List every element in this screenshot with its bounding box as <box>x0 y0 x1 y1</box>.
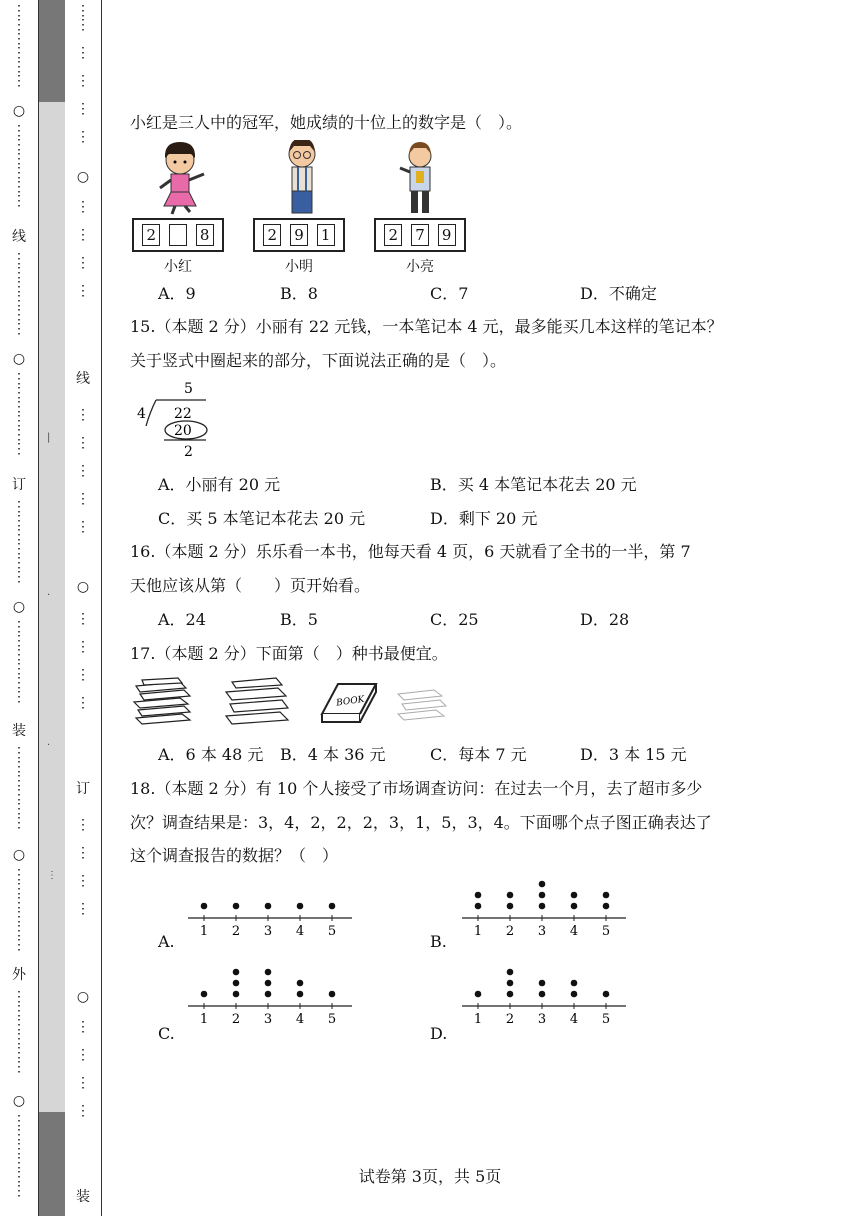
binding-margin-gray-strip <box>38 0 66 1216</box>
girl-figure <box>160 142 204 214</box>
division-quotient: 5 <box>184 381 193 397</box>
margin-circle: ○ <box>76 989 90 1005</box>
q16-option-c[interactable]: C．25 <box>430 610 479 629</box>
book-stack-b-icon <box>226 678 288 724</box>
dot-plot-dot <box>297 903 304 910</box>
dot-plot-tick-label: 5 <box>327 1012 337 1027</box>
q15-line2: 关于竖式中圈起来的部分，下面说法正确的是（ ）。 <box>130 351 507 370</box>
dot-plot-tick-label: 2 <box>231 924 241 939</box>
dot-plot-dot <box>603 892 610 899</box>
gray-strip-mark: | <box>47 432 51 443</box>
dot-plot-tick-label: 3 <box>263 1012 273 1027</box>
binding-margin-inner <box>65 0 102 1216</box>
margin-dots: ⋮ ⋮ ⋮ ⋮ ⋮ ⋮ <box>12 619 26 705</box>
q17-option-c[interactable]: C．每本 7 元 <box>430 745 527 764</box>
margin-dots: ⋮ ⋮ ⋮ ⋮ ⋮ ⋮ <box>12 3 26 89</box>
dot-plot-dot <box>571 980 578 987</box>
dot-plot-tick-label: 3 <box>263 924 273 939</box>
dot-plot-dot <box>507 969 514 976</box>
margin-dots: ⋮ ⋮ ⋮ ⋮ ⋮ ⋮ <box>12 371 26 457</box>
dot-plot-tick-label: 4 <box>295 1012 305 1027</box>
dot-plot-dot <box>571 991 578 998</box>
dot-plot-tick-label: 4 <box>569 1012 579 1027</box>
book-title: BOOK <box>335 694 366 709</box>
margin-dots: ⋮ ⋮ ⋮ ⋮ <box>76 611 90 711</box>
q18-option-c-label[interactable]: C. <box>158 1024 175 1043</box>
margin-dots: ⋮ ⋮ ⋮ ⋮ ⋮ ⋮ <box>12 499 26 585</box>
q14-kids-illustration <box>130 140 470 220</box>
book-stack-a-icon <box>134 678 190 724</box>
margin-label-ding: 订 <box>76 781 90 797</box>
dot-plot-dot <box>507 991 514 998</box>
digit-box: 9 <box>290 224 308 246</box>
dot-plot-dot <box>475 892 482 899</box>
margin-dots: ⋮ ⋮ ⋮ ⋮ <box>76 817 90 917</box>
dot-plot-dot <box>233 980 240 987</box>
dot-plot-tick-label: 2 <box>505 924 515 939</box>
dot-plot-dot <box>233 969 240 976</box>
q16-option-a[interactable]: A．24 <box>158 610 206 629</box>
q17-option-b[interactable]: B．4 本 36 元 <box>280 745 386 764</box>
dot-plot-tick-label: 5 <box>601 1012 611 1027</box>
dot-plot-tick-label: 1 <box>199 924 209 939</box>
dot-plot-c[interactable] <box>180 954 360 1034</box>
q16-option-b[interactable]: B．5 <box>280 610 318 629</box>
xiaoming-score-box <box>253 218 345 252</box>
margin-dots: ⋮ ⋮ ⋮ ⋮ <box>76 199 90 299</box>
kid-name-xiaohong: 小红 <box>164 259 192 275</box>
book-single-icon <box>322 684 376 722</box>
binding-margin-outer <box>0 0 38 1216</box>
q15-option-c[interactable]: C．买 5 本笔记本花去 20 元 <box>158 509 366 528</box>
dot-plot-dot <box>603 991 610 998</box>
q17-books-illustration <box>130 676 460 726</box>
dot-plot-dot <box>265 903 272 910</box>
q18-line2: 次？调查结果是：3，4，2，2，2，3，1，5，3，4。下面哪个点子图正确表达了 <box>130 813 712 832</box>
q15-option-b[interactable]: B．买 4 本笔记本花去 20 元 <box>430 475 637 494</box>
dot-plot-d[interactable] <box>454 954 634 1034</box>
dot-plot-dot <box>265 969 272 976</box>
digit-box: 1 <box>317 224 335 246</box>
gray-strip-mark: · <box>47 590 51 601</box>
margin-dots: ⋮ ⋮ ⋮ ⋮ ⋮ ⋮ <box>12 251 26 337</box>
book-stack-d-icon <box>398 690 446 720</box>
q15-option-d[interactable]: D．剩下 20 元 <box>430 509 538 528</box>
q16-line1: 16.（本题 2 分）乐乐看一本书，他每天看 4 页，6 天就看了全书的一半，第 7 <box>130 542 691 561</box>
dot-plot-dot <box>539 903 546 910</box>
dot-plot-dot <box>539 980 546 987</box>
boy-figure <box>289 140 315 213</box>
digit-box: 9 <box>438 224 456 246</box>
dot-plot-dot <box>507 903 514 910</box>
q14-stem: 小红是三人中的冠军，她成绩的十位上的数字是（ ）。 <box>130 113 523 132</box>
q18-line1: 18.（本题 2 分）有 10 个人接受了市场调查访问：在过去一个月，去了超市多少 <box>130 779 703 798</box>
dot-plot-tick-label: 1 <box>473 1012 483 1027</box>
dot-plot-dot <box>201 991 208 998</box>
margin-label-wai: 外 <box>12 967 26 983</box>
dot-plot-dot <box>539 991 546 998</box>
dot-plot-tick-label: 3 <box>537 924 547 939</box>
q14-option-c[interactable]: C．7 <box>430 284 469 303</box>
division-dividend: 22 <box>174 406 192 422</box>
dot-plot-b[interactable] <box>454 866 634 946</box>
margin-circle: ○ <box>12 847 26 863</box>
dot-plot-tick-label: 1 <box>199 1012 209 1027</box>
dot-plot-tick-label: 3 <box>537 1012 547 1027</box>
gray-strip-mark: · <box>47 740 51 751</box>
dot-plot-dot <box>233 903 240 910</box>
dot-plot-dot <box>507 980 514 987</box>
margin-label-xian: 线 <box>76 371 90 387</box>
dot-plot-dot <box>233 991 240 998</box>
gray-strip-mark: ⋮ <box>47 870 57 881</box>
q18-option-a-label[interactable]: A. <box>158 932 175 951</box>
margin-label-zhuang: 装 <box>76 1189 90 1205</box>
division-remainder: 2 <box>184 444 193 460</box>
boy-figure-2 <box>400 142 431 213</box>
digit-box: 2 <box>263 224 281 246</box>
margin-circle: ○ <box>12 599 26 615</box>
margin-dots: ⋮ ⋮ ⋮ ⋮ <box>76 1019 90 1119</box>
q15-line1: 15.（本题 2 分）小丽有 22 元钱，一本笔记本 4 元，最多能买几本这样的笔记本？ <box>130 317 723 336</box>
dot-plot-dot <box>265 980 272 987</box>
dot-plot-tick-label: 2 <box>505 1012 515 1027</box>
digit-box: 2 <box>384 224 402 246</box>
margin-circle: ○ <box>76 169 90 185</box>
dot-plot-dot <box>571 903 578 910</box>
dot-plot-dot <box>201 903 208 910</box>
margin-label-zhuang: 装 <box>12 723 26 739</box>
kid-name-xiaoming: 小明 <box>285 259 313 275</box>
margin-label-xian: 线 <box>12 229 26 245</box>
q15-option-a[interactable]: A．小丽有 20 元 <box>158 475 281 494</box>
xiaohong-score-box <box>132 218 224 252</box>
margin-circle: ○ <box>12 103 26 119</box>
q16-line2: 天他应该从第（ ）页开始看。 <box>130 576 371 595</box>
digit-box: 8 <box>196 224 214 246</box>
dot-plot-tick-label: 1 <box>473 924 483 939</box>
q14-option-d[interactable]: D．不确定 <box>580 284 657 303</box>
margin-dots: ⋮ ⋮ ⋮ ⋮ ⋮ <box>76 407 90 535</box>
dot-plot-dot <box>507 892 514 899</box>
dot-plot-tick-label: 5 <box>601 924 611 939</box>
dot-plot-dot <box>475 903 482 910</box>
dot-plot-dot <box>603 903 610 910</box>
page-footer: 试卷第 3页，共 5页 <box>358 1167 502 1186</box>
dot-plot-dot <box>571 892 578 899</box>
dot-plot-tick-label: 4 <box>569 924 579 939</box>
dot-plot-dot <box>475 991 482 998</box>
xiaoliang-score-box <box>374 218 466 252</box>
q17-line1: 17.（本题 2 分）下面第（ ）种书最便宜。 <box>130 644 448 663</box>
dot-plot-tick-label: 5 <box>327 924 337 939</box>
margin-dots: ⋮ ⋮ ⋮ ⋮ ⋮ ⋮ <box>76 3 90 145</box>
gray-strip-top <box>39 0 65 102</box>
dot-plot-tick-label: 2 <box>231 1012 241 1027</box>
digit-box: 2 <box>142 224 160 246</box>
kid-name-xiaoliang: 小亮 <box>406 259 434 275</box>
margin-dots: ⋮ ⋮ ⋮ ⋮ ⋮ ⋮ <box>12 123 26 209</box>
q17-option-d[interactable]: D．3 本 15 元 <box>580 745 687 764</box>
dot-plot-dot <box>265 991 272 998</box>
margin-dots: ⋮ ⋮ ⋮ ⋮ ⋮ ⋮ <box>12 1113 26 1199</box>
digit-box-blank[interactable] <box>169 224 187 246</box>
q18-option-d-label[interactable]: D. <box>430 1024 448 1043</box>
division-product: 20 <box>174 423 192 439</box>
q16-option-d[interactable]: D．28 <box>580 610 630 629</box>
q14-option-b[interactable]: B．8 <box>280 284 318 303</box>
digit-box: 7 <box>411 224 429 246</box>
dot-plot-dot <box>297 980 304 987</box>
q14-option-a[interactable]: A．9 <box>158 284 196 303</box>
margin-circle: ○ <box>12 1093 26 1109</box>
dot-plot-dot <box>539 892 546 899</box>
dot-plot-dot <box>539 881 546 888</box>
margin-dots: ⋮ ⋮ ⋮ ⋮ ⋮ ⋮ <box>12 745 26 831</box>
dot-plot-dot <box>297 991 304 998</box>
margin-dots: ⋮ ⋮ ⋮ ⋮ ⋮ ⋮ <box>12 867 26 953</box>
dot-plot-dot <box>329 903 336 910</box>
dot-plot-a[interactable] <box>180 866 360 946</box>
margin-circle: ○ <box>12 351 26 367</box>
q15-long-division <box>134 378 224 462</box>
division-divisor: 4 <box>137 406 146 422</box>
margin-circle: ○ <box>76 579 90 595</box>
dot-plot-dot <box>329 991 336 998</box>
margin-dots: ⋮ ⋮ ⋮ ⋮ ⋮ ⋮ <box>12 989 26 1075</box>
q18-line3: 这个调查报告的数据？（ ） <box>130 846 339 865</box>
margin-label-ding: 订 <box>12 477 26 493</box>
dot-plot-tick-label: 4 <box>295 924 305 939</box>
q17-option-a[interactable]: A．6 本 48 元 <box>158 745 264 764</box>
q18-option-b-label[interactable]: B. <box>430 932 447 951</box>
